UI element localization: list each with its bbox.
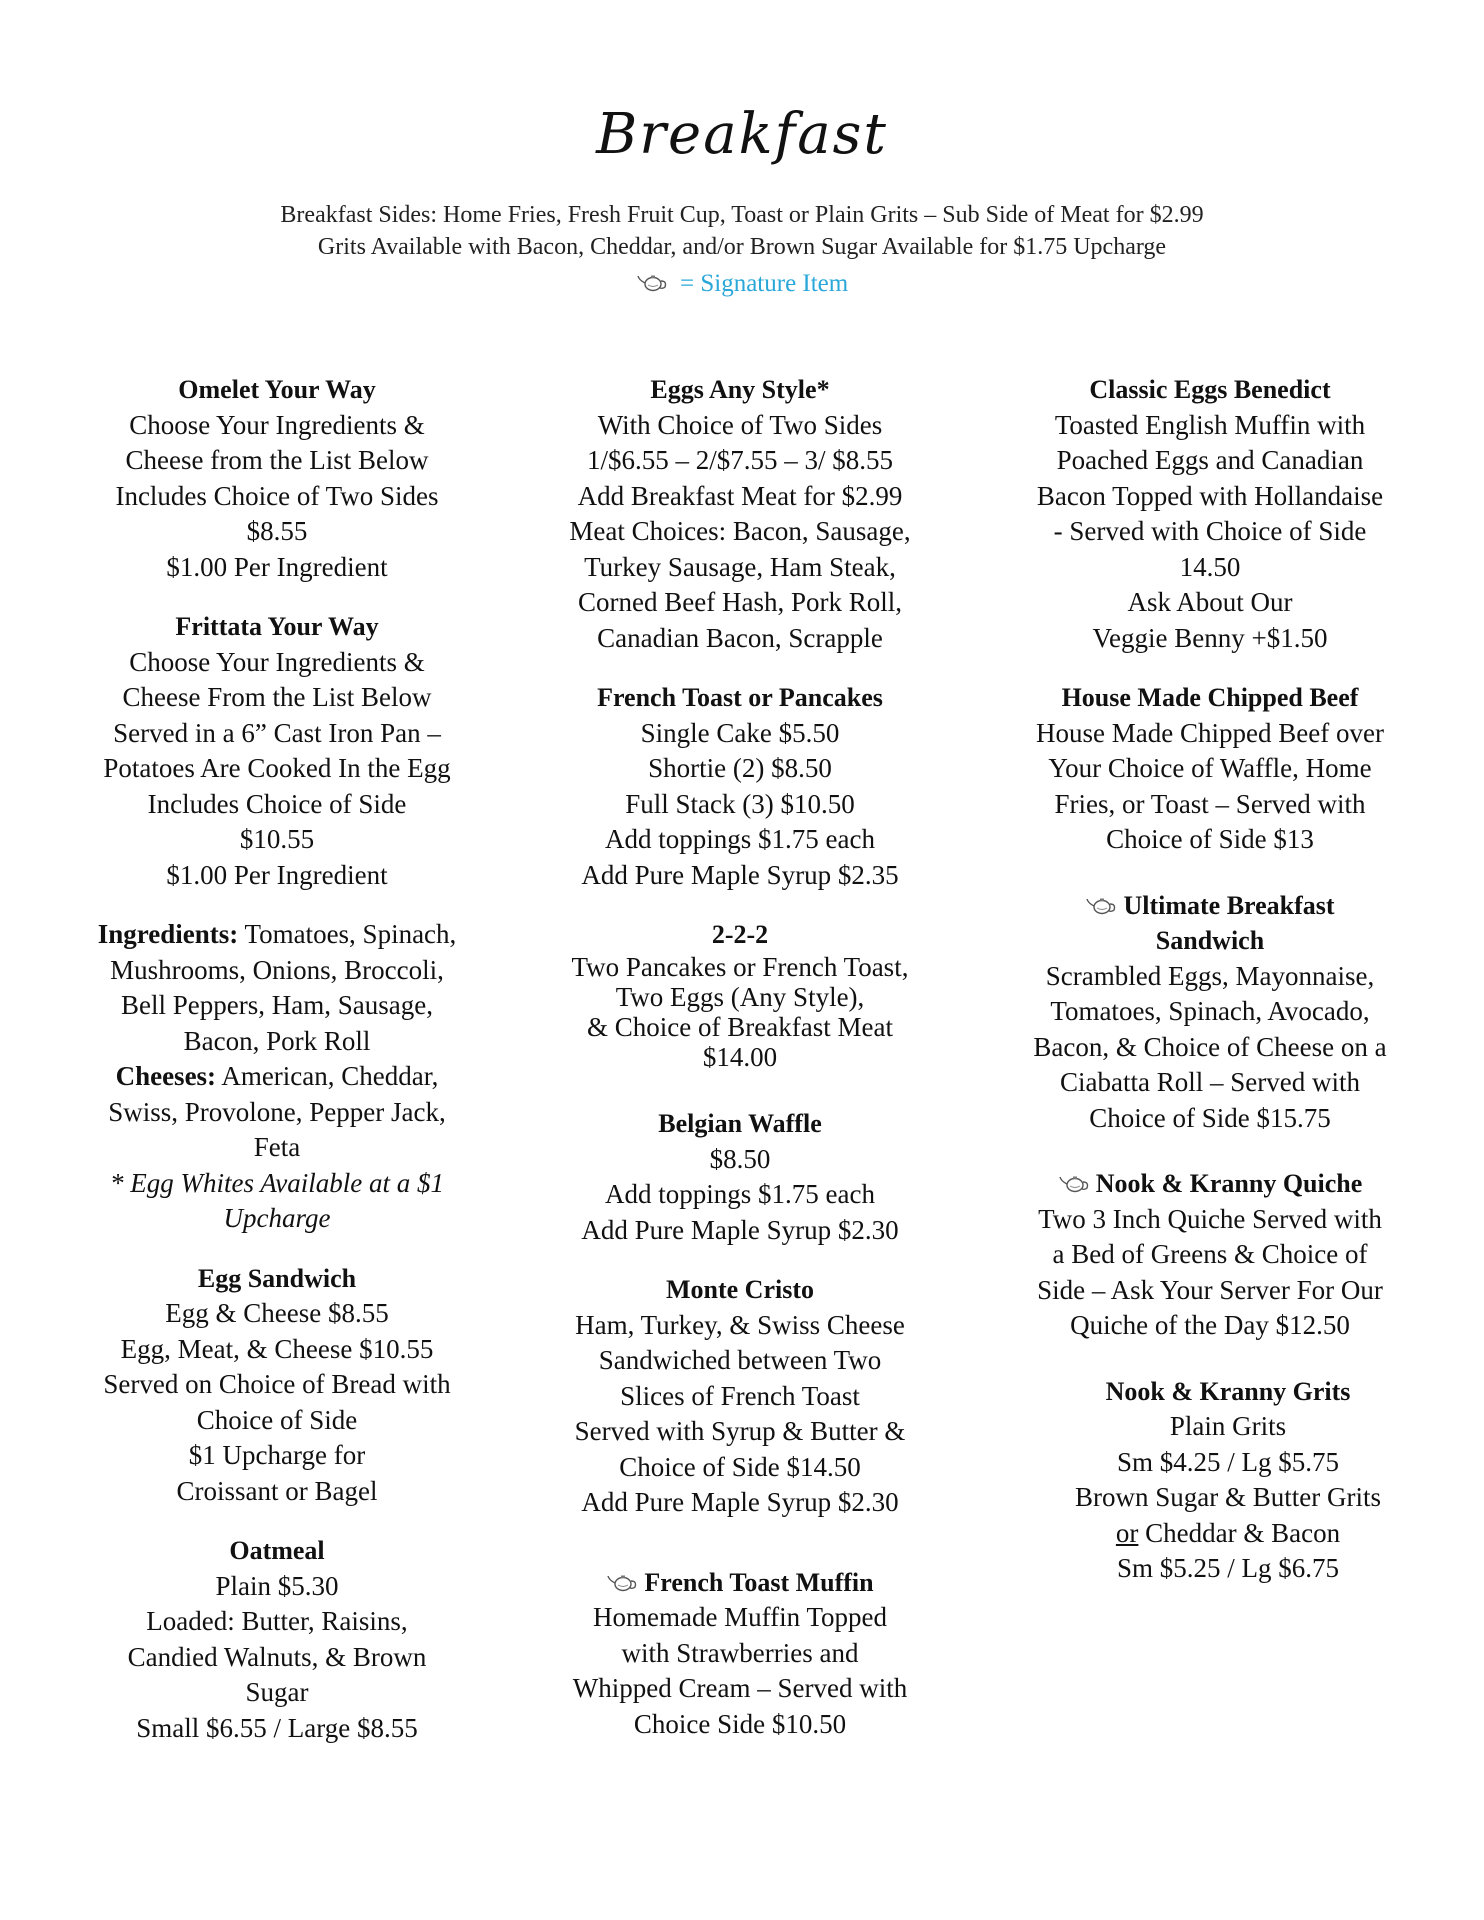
or-rest: Cheddar & Bacon (1138, 1517, 1341, 1548)
item-price: Sm $5.25 / Lg $6.75 (1116, 1553, 1339, 1583)
item-line: Scrambled Eggs, Mayonnaise, (1045, 960, 1375, 991)
item-price: $10.55 (239, 824, 315, 854)
item-title: House Made Chipped Beef (1061, 683, 1359, 712)
item-line: Loaded: Butter, Raisins, (146, 1606, 408, 1636)
item-line: Add Pure Maple Syrup $2.35 (581, 859, 899, 890)
item-line: Small $6.55 / Large $8.55 (136, 1712, 418, 1743)
item-title: Sandwich (1155, 926, 1265, 955)
item-line: Your Choice of Waffle, Home (1048, 753, 1372, 783)
egg-whites-note: * Egg Whites Available at a $1 (110, 1167, 444, 1198)
breakfast-sides-line: Breakfast Sides: Home Fries, Fresh Fruit Cup, Toast or Plain Grits – Sub Side of Meat for $2.99 (280, 202, 1204, 228)
item-line: Corned Beef Hash, Pork Roll, (578, 587, 902, 617)
item-line: Full Stack (3) $10.50 (625, 788, 855, 819)
item-line (1046, 1516, 1410, 1552)
item-line: Choice of Side (196, 1404, 358, 1435)
or-word: or (1115, 1517, 1139, 1548)
item-line: Ham, Turkey, & Swiss Cheese (575, 1309, 905, 1340)
item-line: Choice of Side $15.75 (1089, 1102, 1331, 1133)
egg-whites-note: Upcharge (223, 1203, 331, 1233)
teapot-icon (606, 1572, 640, 1594)
item-title: Frittata Your Way (175, 612, 379, 641)
menu-item-eggs-any-style (540, 372, 940, 656)
ingredients-list (72, 917, 482, 1237)
item-line: Bell Peppers, Ham, Sausage, (121, 990, 433, 1020)
item-line: $1.00 Per Ingredient (166, 859, 388, 890)
item-line: Includes Choice of Side (147, 788, 407, 819)
item-line: Two Eggs (Any Style), (615, 982, 865, 1012)
item-title: Egg Sandwich (197, 1263, 357, 1293)
menu-item-belgian-waffle (540, 1106, 940, 1248)
item-line: Toasted English Muffin with (1054, 409, 1366, 440)
item-line: Add toppings $1.75 each (605, 1179, 875, 1209)
menu-item-quiche (1010, 1166, 1410, 1344)
item-line: Served on Choice of Bread with (103, 1369, 451, 1399)
item-line: Mushrooms, Onions, Broccoli, (110, 954, 444, 985)
item-line: Homemade Muffin Topped (592, 1602, 888, 1632)
item-line: Add Pure Maple Syrup $2.30 (581, 1487, 899, 1517)
item-line: Whipped Cream – Served with (572, 1673, 908, 1703)
item-line: Veggie Benny +$1.50 (1092, 622, 1328, 653)
item-title: Eggs Any Style* (650, 375, 830, 404)
item-line: Choice of Side $13 (1106, 824, 1314, 854)
item-line: Add Pure Maple Syrup $2.30 (581, 1214, 899, 1245)
item-line: Bacon, Pork Roll (183, 1025, 371, 1056)
item-line: - Served with Choice of Side (1053, 516, 1367, 546)
item-line: Brown Sugar & Butter Grits (1075, 1482, 1381, 1512)
item-line: Bacon, & Choice of Cheese on a (1033, 1031, 1387, 1062)
teapot-icon (636, 272, 670, 294)
item-price: $8.55 (246, 516, 308, 546)
item-price: $8.50 (709, 1143, 771, 1174)
item-title: French Toast or Pancakes (597, 683, 883, 712)
menu-column-left (72, 372, 482, 1770)
menu-item-egg-sandwich (72, 1261, 482, 1510)
page-title: Breakfast (596, 102, 888, 167)
item-line: Fries, or Toast – Served with (1054, 788, 1366, 819)
item-line: Tomatoes, Spinach, Avocado, (1050, 996, 1370, 1026)
menu-item-monte-cristo (540, 1272, 940, 1521)
menu-item-omelet (72, 372, 482, 585)
item-line: Two 3 Inch Quiche Served with (1038, 1203, 1382, 1234)
item-line: Plain $5.30 (215, 1570, 339, 1601)
item-line: Add Breakfast Meat for $2.99 (577, 480, 903, 511)
item-title: Nook & Kranny Grits (1105, 1376, 1351, 1406)
menu-item-eggs-benedict (1010, 372, 1410, 656)
item-line: Potatoes Are Cooked In the Egg (103, 753, 451, 783)
item-line: Canadian Bacon, Scrapple (597, 622, 883, 653)
item-line: Cheese From the List Below (122, 682, 432, 712)
item-line: Choose Your Ingredients & (129, 646, 425, 677)
item-line: a Bed of Greens & Choice of (1052, 1239, 1368, 1269)
item-line: Bacon Topped with Hollandaise (1036, 480, 1384, 511)
item-title-row (1010, 888, 1410, 924)
menu-item-chipped-beef (1010, 680, 1410, 858)
item-price: 14.50 (1179, 551, 1241, 582)
item-line: Turkey Sausage, Ham Steak, (584, 551, 896, 582)
item-line: Served with Syrup & Butter & (574, 1416, 906, 1446)
menu-column-right (1010, 372, 1410, 1611)
item-line: Includes Choice of Two Sides (115, 480, 439, 511)
teapot-icon (1058, 1173, 1092, 1195)
item-title: French Toast Muffin (644, 1567, 874, 1597)
item-line: Slices of French Toast (620, 1380, 860, 1411)
menu-item-ultimate-sandwich (1010, 888, 1410, 1137)
item-line: Choice of Side $14.50 (619, 1451, 861, 1482)
item-title: Monte Cristo (665, 1275, 814, 1304)
item-line: Sandwiched between Two (598, 1345, 882, 1375)
item-title: Oatmeal (229, 1536, 325, 1565)
teapot-icon (1085, 895, 1119, 917)
item-title: 2-2-2 (711, 920, 769, 949)
item-line: Feta (253, 1132, 301, 1162)
item-line: Poached Eggs and Canadian (1056, 445, 1364, 475)
item-line: $1 Upcharge for (188, 1440, 366, 1470)
ingredients-text: Tomatoes, Spinach, (244, 919, 457, 949)
menu-item-french-toast-muffin (540, 1565, 940, 1743)
cheeses-text: American, Cheddar, (221, 1061, 439, 1091)
cheeses-label: Cheeses: (115, 1061, 217, 1091)
item-line: Croissant or Bagel (176, 1475, 378, 1506)
item-title: Ultimate Breakfast (1123, 890, 1335, 920)
cheeses-first-line (72, 1059, 482, 1095)
menu-item-oatmeal (72, 1533, 482, 1746)
signature-legend (0, 270, 1484, 298)
item-line: Add toppings $1.75 each (605, 824, 875, 854)
grits-upcharge-line: Grits Available with Bacon, Cheddar, and/or Brown Sugar Available for $1.75 Upcharge (317, 234, 1167, 260)
item-title: Classic Eggs Benedict (1089, 375, 1331, 404)
item-line: with Strawberries and (621, 1637, 859, 1668)
menu-item-2-2-2 (540, 917, 940, 1072)
signature-legend-text: = Signature Item (680, 270, 849, 297)
item-line: Sm $4.25 / Lg $5.75 (1116, 1446, 1339, 1477)
ingredients-label: Ingredients: (97, 919, 239, 949)
menu-item-grits (1010, 1374, 1410, 1587)
item-line: With Choice of Two Sides (597, 409, 883, 440)
item-line: $1.00 Per Ingredient (166, 551, 388, 582)
item-line: Plain Grits (1169, 1411, 1287, 1441)
item-title-row (540, 1565, 940, 1601)
item-line: Shortie (2) $8.50 (648, 753, 832, 783)
item-line: Two Pancakes or French Toast, (571, 952, 909, 982)
item-line: Sugar (245, 1677, 309, 1707)
menu-item-french-toast-pancakes (540, 680, 940, 893)
item-line: & Choice of Breakfast Meat (587, 1012, 893, 1042)
item-line: Single Cake $5.50 (640, 717, 840, 748)
item-line: Egg & Cheese $8.55 (165, 1298, 389, 1328)
item-line: Side – Ask Your Server For Our (1037, 1274, 1383, 1305)
item-line: Ask About Our (1127, 587, 1293, 617)
item-title: Belgian Waffle (658, 1109, 822, 1138)
ingredients-first-line (72, 917, 482, 953)
item-title: Omelet Your Way (178, 375, 376, 404)
item-title-row (1010, 1166, 1410, 1202)
item-line: Served in a 6” Cast Iron Pan – (113, 717, 441, 748)
item-line: Swiss, Provolone, Pepper Jack, (108, 1096, 446, 1127)
menu-item-frittata (72, 609, 482, 893)
item-line: Quiche of the Day $12.50 (1070, 1310, 1350, 1340)
item-line: Cheese from the List Below (125, 445, 429, 475)
item-line: Ciabatta Roll – Served with (1060, 1067, 1360, 1097)
menu-column-center (540, 372, 940, 1766)
item-line: Candied Walnuts, & Brown (127, 1641, 427, 1672)
item-line: Choice Side $10.50 (633, 1708, 847, 1739)
item-title: Nook & Kranny Quiche (1095, 1169, 1363, 1198)
item-price: $14.00 (702, 1042, 778, 1072)
item-line: House Made Chipped Beef over (1036, 717, 1384, 748)
item-line: Choose Your Ingredients & (129, 409, 425, 440)
item-line: Meat Choices: Bacon, Sausage, (569, 516, 911, 546)
item-line: Egg, Meat, & Cheese $10.55 (120, 1333, 434, 1364)
item-line: 1/$6.55 – 2/$7.55 – 3/ $8.55 (586, 445, 893, 475)
